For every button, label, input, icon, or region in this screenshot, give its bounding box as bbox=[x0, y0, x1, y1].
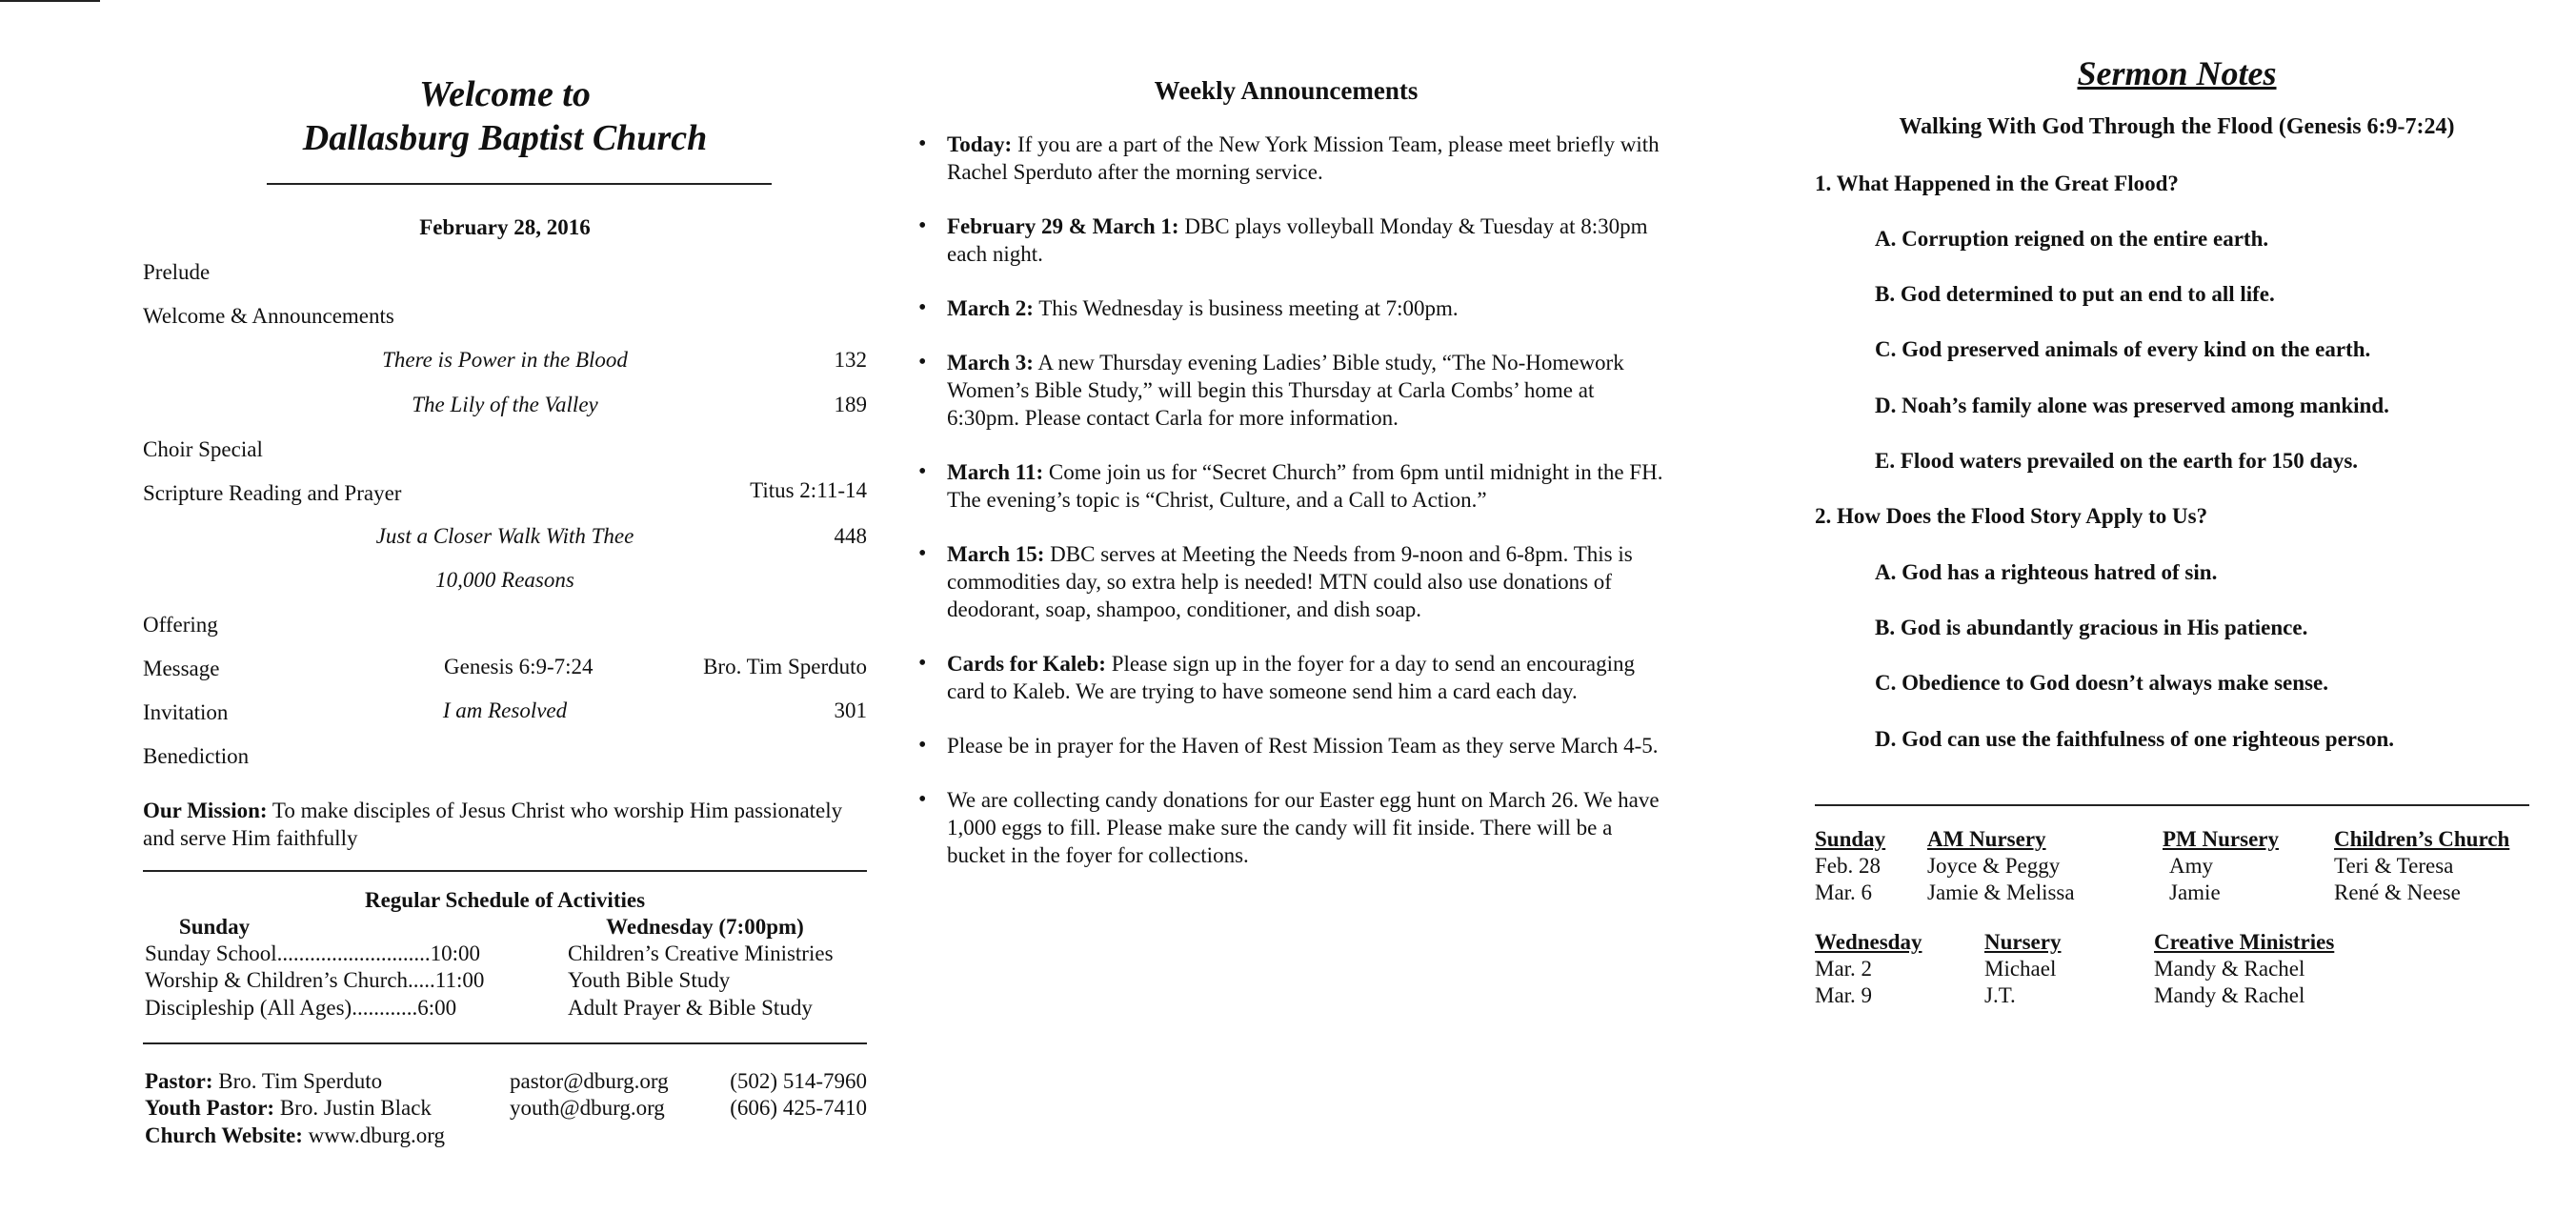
youth-pastor-name: Bro. Justin Black bbox=[274, 1096, 432, 1120]
announcement-text: We are collecting candy donations for our Easter egg hunt on March 26. We have 1,000 eggs to fill. Please make sure the candy will fit inside. There will be a bucket in the foyer for collections. bbox=[947, 788, 1660, 867]
invitation-hymn: I am Resolved bbox=[442, 698, 568, 722]
announcements-title: Weekly Announcements bbox=[1154, 76, 1419, 105]
creative-ministries-volunteers: Mandy & Rachel bbox=[2154, 957, 2305, 981]
scan-edge-mark bbox=[0, 0, 100, 2]
schedule-sunday-header: Sunday bbox=[178, 915, 251, 939]
website-label: Church Website: bbox=[145, 1123, 303, 1147]
childrens-church-volunteers: Teri & Teresa bbox=[2334, 854, 2454, 878]
sermon-point: A. Corruption reigned on the entire earth. bbox=[1875, 227, 2269, 251]
nursery-sunday-header: Sunday bbox=[1815, 827, 1886, 851]
announcement-text: Please be in prayer for the Haven of Rest Mission Team as they serve March 4-5. bbox=[947, 734, 1659, 758]
announcements-list bbox=[905, 131, 1667, 896]
order-welcome: Welcome & Announcements bbox=[143, 304, 394, 328]
church-name: Dallasburg Baptist Church bbox=[302, 118, 708, 158]
message-speaker: Bro. Tim Sperduto bbox=[703, 655, 867, 678]
schedule-date: Mar. 2 bbox=[1815, 957, 1873, 981]
pm-nursery-volunteers: Jamie bbox=[2169, 880, 2221, 904]
order-prelude: Prelude bbox=[143, 260, 211, 284]
pastor-contact bbox=[145, 1067, 382, 1095]
nursery-divider bbox=[1815, 804, 2529, 806]
schedule-title: Regular Schedule of Activities bbox=[364, 888, 646, 912]
nursery-wednesday-header: Wednesday bbox=[1815, 930, 1922, 954]
schedule-divider-top bbox=[143, 870, 867, 872]
pastor-name: Bro. Tim Sperduto bbox=[212, 1069, 383, 1093]
announcement-item bbox=[905, 650, 1667, 705]
order-of-worship-panel bbox=[143, 0, 867, 1214]
announcement-item bbox=[905, 732, 1667, 759]
announcement-item bbox=[905, 540, 1667, 623]
pastor-phone: (502) 514-7960 bbox=[730, 1069, 867, 1093]
sermon-subtitle: Walking With God Through the Flood (Genesis 6:9-7:24) bbox=[1899, 114, 2455, 139]
wednesday-nursery-header: Nursery bbox=[1984, 930, 2062, 954]
sermon-notes-panel bbox=[1815, 0, 2539, 1214]
schedule-divider-bottom bbox=[143, 1042, 867, 1044]
sunday-activity: Sunday School............................10:00 bbox=[145, 941, 481, 965]
hymn-title: 10,000 Reasons bbox=[435, 568, 574, 592]
wednesday-activity: Adult Prayer & Bible Study bbox=[568, 996, 813, 1020]
am-nursery-header: AM Nursery bbox=[1927, 827, 2046, 851]
am-nursery-volunteers: Joyce & Peggy bbox=[1927, 854, 2061, 878]
announcement-item bbox=[905, 294, 1667, 322]
announcement-text: If you are a part of the New York Mission Team, please meet briefly with Rachel Sperduto after the morning service. bbox=[947, 132, 1660, 184]
announcement-text: DBC plays volleyball Monday & Tuesday at 8:30pm each night. bbox=[947, 214, 1648, 266]
announcement-item bbox=[905, 786, 1667, 869]
creative-ministries-header: Creative Ministries bbox=[2154, 930, 2335, 954]
pastor-label: Pastor: bbox=[145, 1069, 213, 1093]
announcements-panel bbox=[905, 0, 1667, 1214]
wednesday-nursery-volunteers: Michael bbox=[1984, 957, 2057, 981]
hymn-number: 301 bbox=[834, 698, 867, 722]
announcement-lead: March 3: bbox=[947, 351, 1034, 374]
announcement-text: A new Thursday evening Ladies’ Bible study, “The No-Homework Women’s Bible Study,” will begin this Thursday at Carla Combs’ home at 6:30pm. Please contact Carla for more information. bbox=[947, 351, 1624, 430]
sermon-point: B. God determined to put an end to all life. bbox=[1875, 282, 2275, 306]
church-website bbox=[145, 1122, 445, 1149]
youth-pastor-contact bbox=[145, 1094, 432, 1122]
announcement-lead: March 15: bbox=[947, 542, 1045, 566]
sunday-activity: Worship & Children’s Church.....11:00 bbox=[145, 968, 485, 992]
service-date: February 28, 2016 bbox=[419, 215, 591, 239]
announcement-item bbox=[905, 349, 1667, 432]
childrens-church-volunteers: René & Neese bbox=[2334, 880, 2461, 904]
pm-nursery-header: PM Nursery bbox=[2163, 827, 2279, 851]
schedule-date: Mar. 6 bbox=[1815, 880, 1873, 904]
youth-pastor-label: Youth Pastor: bbox=[145, 1096, 275, 1120]
sermon-question: 1. What Happened in the Great Flood? bbox=[1815, 172, 2179, 195]
hymn-title: The Lily of the Valley bbox=[412, 393, 598, 416]
order-choir: Choir Special bbox=[143, 437, 263, 461]
hymn-number: 132 bbox=[834, 348, 867, 372]
pastor-email[interactable]: pastor@dburg.org bbox=[510, 1069, 669, 1093]
wednesday-nursery-volunteers: J.T. bbox=[1984, 983, 2016, 1007]
announcement-lead: March 2: bbox=[947, 296, 1034, 320]
mission-label: Our Mission: bbox=[143, 799, 268, 822]
wednesday-activity: Youth Bible Study bbox=[568, 968, 731, 992]
order-benediction: Benediction bbox=[143, 744, 250, 768]
announcement-lead: February 29 & March 1: bbox=[947, 214, 1179, 238]
mission-text: To make disciples of Jesus Christ who worship Him passionately and serve Him faithfully bbox=[143, 799, 843, 850]
announcement-lead: March 11: bbox=[947, 460, 1044, 484]
sermon-point: D. Noah’s family alone was preserved among mankind. bbox=[1875, 394, 2389, 417]
sunday-activity: Discipleship (All Ages)............6:00 bbox=[145, 996, 457, 1020]
sermon-point: E. Flood waters prevailed on the earth for 150 days. bbox=[1875, 449, 2359, 473]
announcement-item bbox=[905, 458, 1667, 514]
order-scripture: Scripture Reading and Prayer bbox=[143, 481, 402, 505]
hymn-number: 189 bbox=[834, 393, 867, 416]
sermon-point: B. God is abundantly gracious in His patience. bbox=[1875, 616, 2308, 639]
schedule-date: Feb. 28 bbox=[1815, 854, 1881, 878]
am-nursery-volunteers: Jamie & Melissa bbox=[1927, 880, 2075, 904]
message-reference: Genesis 6:9-7:24 bbox=[444, 655, 594, 678]
hymn-number: 448 bbox=[834, 524, 867, 548]
sermon-point: A. God has a righteous hatred of sin. bbox=[1875, 560, 2218, 584]
sermon-question: 2. How Does the Flood Story Apply to Us? bbox=[1815, 504, 2208, 528]
creative-ministries-volunteers: Mandy & Rachel bbox=[2154, 983, 2305, 1007]
mission-statement bbox=[143, 797, 867, 852]
sermon-point: C. God preserved animals of every kind on the earth. bbox=[1875, 337, 2371, 361]
order-invitation: Invitation bbox=[143, 700, 229, 724]
title-divider bbox=[267, 183, 772, 185]
sermon-notes-title: Sermon Notes bbox=[2077, 54, 2277, 92]
announcement-item bbox=[905, 131, 1667, 186]
childrens-church-header: Children’s Church bbox=[2334, 827, 2510, 851]
hymn-title: Just a Closer Walk With Thee bbox=[375, 524, 634, 548]
order-message: Message bbox=[143, 657, 220, 680]
wednesday-activity: Children’s Creative Ministries bbox=[568, 941, 834, 965]
pm-nursery-volunteers: Amy bbox=[2169, 854, 2213, 878]
youth-phone: (606) 425-7410 bbox=[730, 1096, 867, 1120]
announcement-text: DBC serves at Meeting the Needs from 9-noon and 6-8pm. This is commodities day, so extra help is needed! MTN could also use donations of deodorant, soap, shampoo, conditioner, and dish soap. bbox=[947, 542, 1633, 621]
schedule-wednesday-header: Wednesday (7:00pm) bbox=[606, 915, 804, 939]
announcement-text: Please sign up in the foyer for a day to send an encouraging card to Kaleb. We are trying to have someone send him a card each day. bbox=[947, 652, 1635, 703]
youth-email[interactable]: youth@dburg.org bbox=[510, 1096, 665, 1120]
announcement-lead: Cards for Kaleb: bbox=[947, 652, 1106, 676]
hymn-title: There is Power in the Blood bbox=[382, 348, 628, 372]
announcement-text: Come join us for “Secret Church” from 6pm until midnight in the FH. The evening’s topic is “Christ, Culture, and a Call to Action.” bbox=[947, 460, 1663, 512]
announcement-item bbox=[905, 212, 1667, 268]
order-offering: Offering bbox=[143, 613, 218, 637]
welcome-line-1: Welcome to bbox=[419, 74, 591, 114]
sermon-point: D. God can use the faithfulness of one righteous person. bbox=[1875, 727, 2395, 751]
schedule-date: Mar. 9 bbox=[1815, 983, 1873, 1007]
announcement-text: This Wednesday is business meeting at 7:00pm. bbox=[1033, 296, 1459, 320]
announcement-lead: Today: bbox=[947, 132, 1013, 156]
sermon-point: C. Obedience to God doesn’t always make sense. bbox=[1875, 671, 2328, 695]
website-url[interactable]: www.dburg.org bbox=[302, 1123, 445, 1147]
scripture-reference: Titus 2:11-14 bbox=[750, 478, 867, 502]
